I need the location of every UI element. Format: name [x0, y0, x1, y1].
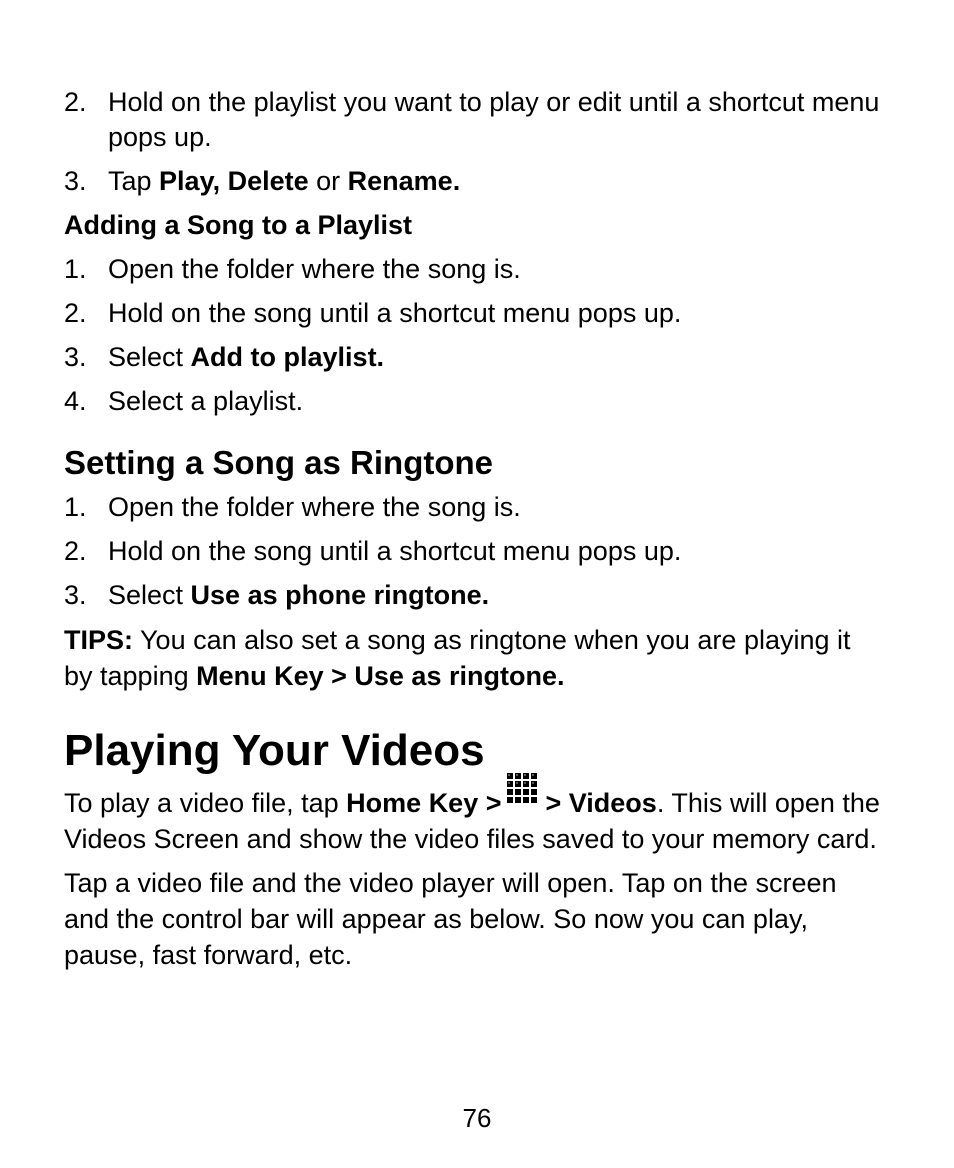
page-content [64, 85, 884, 981]
list-text: Hold on the playlist you want to play or edit until a shortcut menu pops up. [108, 87, 880, 152]
list-number: 4. [64, 386, 87, 416]
tips-paragraph [64, 622, 884, 694]
list-text-pre: Select [108, 342, 191, 372]
tips-label: TIPS: [64, 625, 134, 655]
list-item [64, 384, 884, 419]
page-number: 76 [462, 1103, 492, 1133]
videos-text-pre: To play a video file, tap [64, 788, 347, 818]
list-text: Select a playlist. [108, 386, 304, 416]
list-item [64, 85, 884, 155]
videos-bold-videos: > Videos [545, 788, 657, 818]
videos-text-post: . This will open the Videos Screen and show the video files saved to your memory card. [64, 788, 880, 854]
list-item [64, 534, 884, 569]
list-text-pre: Select [108, 580, 191, 610]
videos-paragraph-2: Tap a video file and the video player will open. Tap on the screen and the control bar will appear as below. So now you can play, pause, fast forward, etc. [64, 868, 837, 970]
list-number: 1. [64, 492, 87, 522]
list-text: Open the folder where the song is. [108, 254, 521, 284]
tips-bold: Menu Key > Use as ringtone. [196, 661, 565, 691]
list-text-bold: Add to playlist. [190, 342, 385, 372]
list-text: Hold on the song until a shortcut menu pops up. [108, 536, 682, 566]
section-heading-adding-song: Adding a Song to a Playlist [64, 210, 413, 240]
list-number: 2. [64, 87, 87, 117]
list-text: Open the folder where the song is. [108, 492, 521, 522]
list-text: Hold on the song until a shortcut menu pops up. [108, 298, 682, 328]
list-item [64, 578, 884, 613]
list-number: 1. [64, 254, 87, 284]
list-item [64, 490, 884, 525]
list-number: 2. [64, 536, 87, 566]
list-text-bold: Use as phone ringtone. [190, 580, 490, 610]
videos-bold-home-key: Home Key > [346, 788, 502, 818]
list-item [64, 164, 884, 199]
page-title-playing-videos: Playing Your Videos [64, 726, 485, 775]
list-item [64, 340, 884, 375]
app-grid-icon [506, 772, 538, 804]
videos-paragraph-1 [64, 782, 884, 857]
list-number: 3. [64, 166, 87, 196]
list-number: 3. [64, 580, 87, 610]
list-text-mid: or [308, 166, 348, 196]
list-text-bold: Rename. [347, 166, 461, 196]
section-heading-ringtone: Setting a Song as Ringtone [64, 444, 494, 481]
list-text-pre: Tap [108, 166, 160, 196]
list-item [64, 252, 884, 287]
list-number: 2. [64, 298, 87, 328]
list-number: 3. [64, 342, 87, 372]
list-item [64, 296, 884, 331]
tips-text: You can also set a song as ringtone when you are playing it by tapping [64, 625, 851, 691]
list-text-bold: Play, Delete [159, 166, 309, 196]
